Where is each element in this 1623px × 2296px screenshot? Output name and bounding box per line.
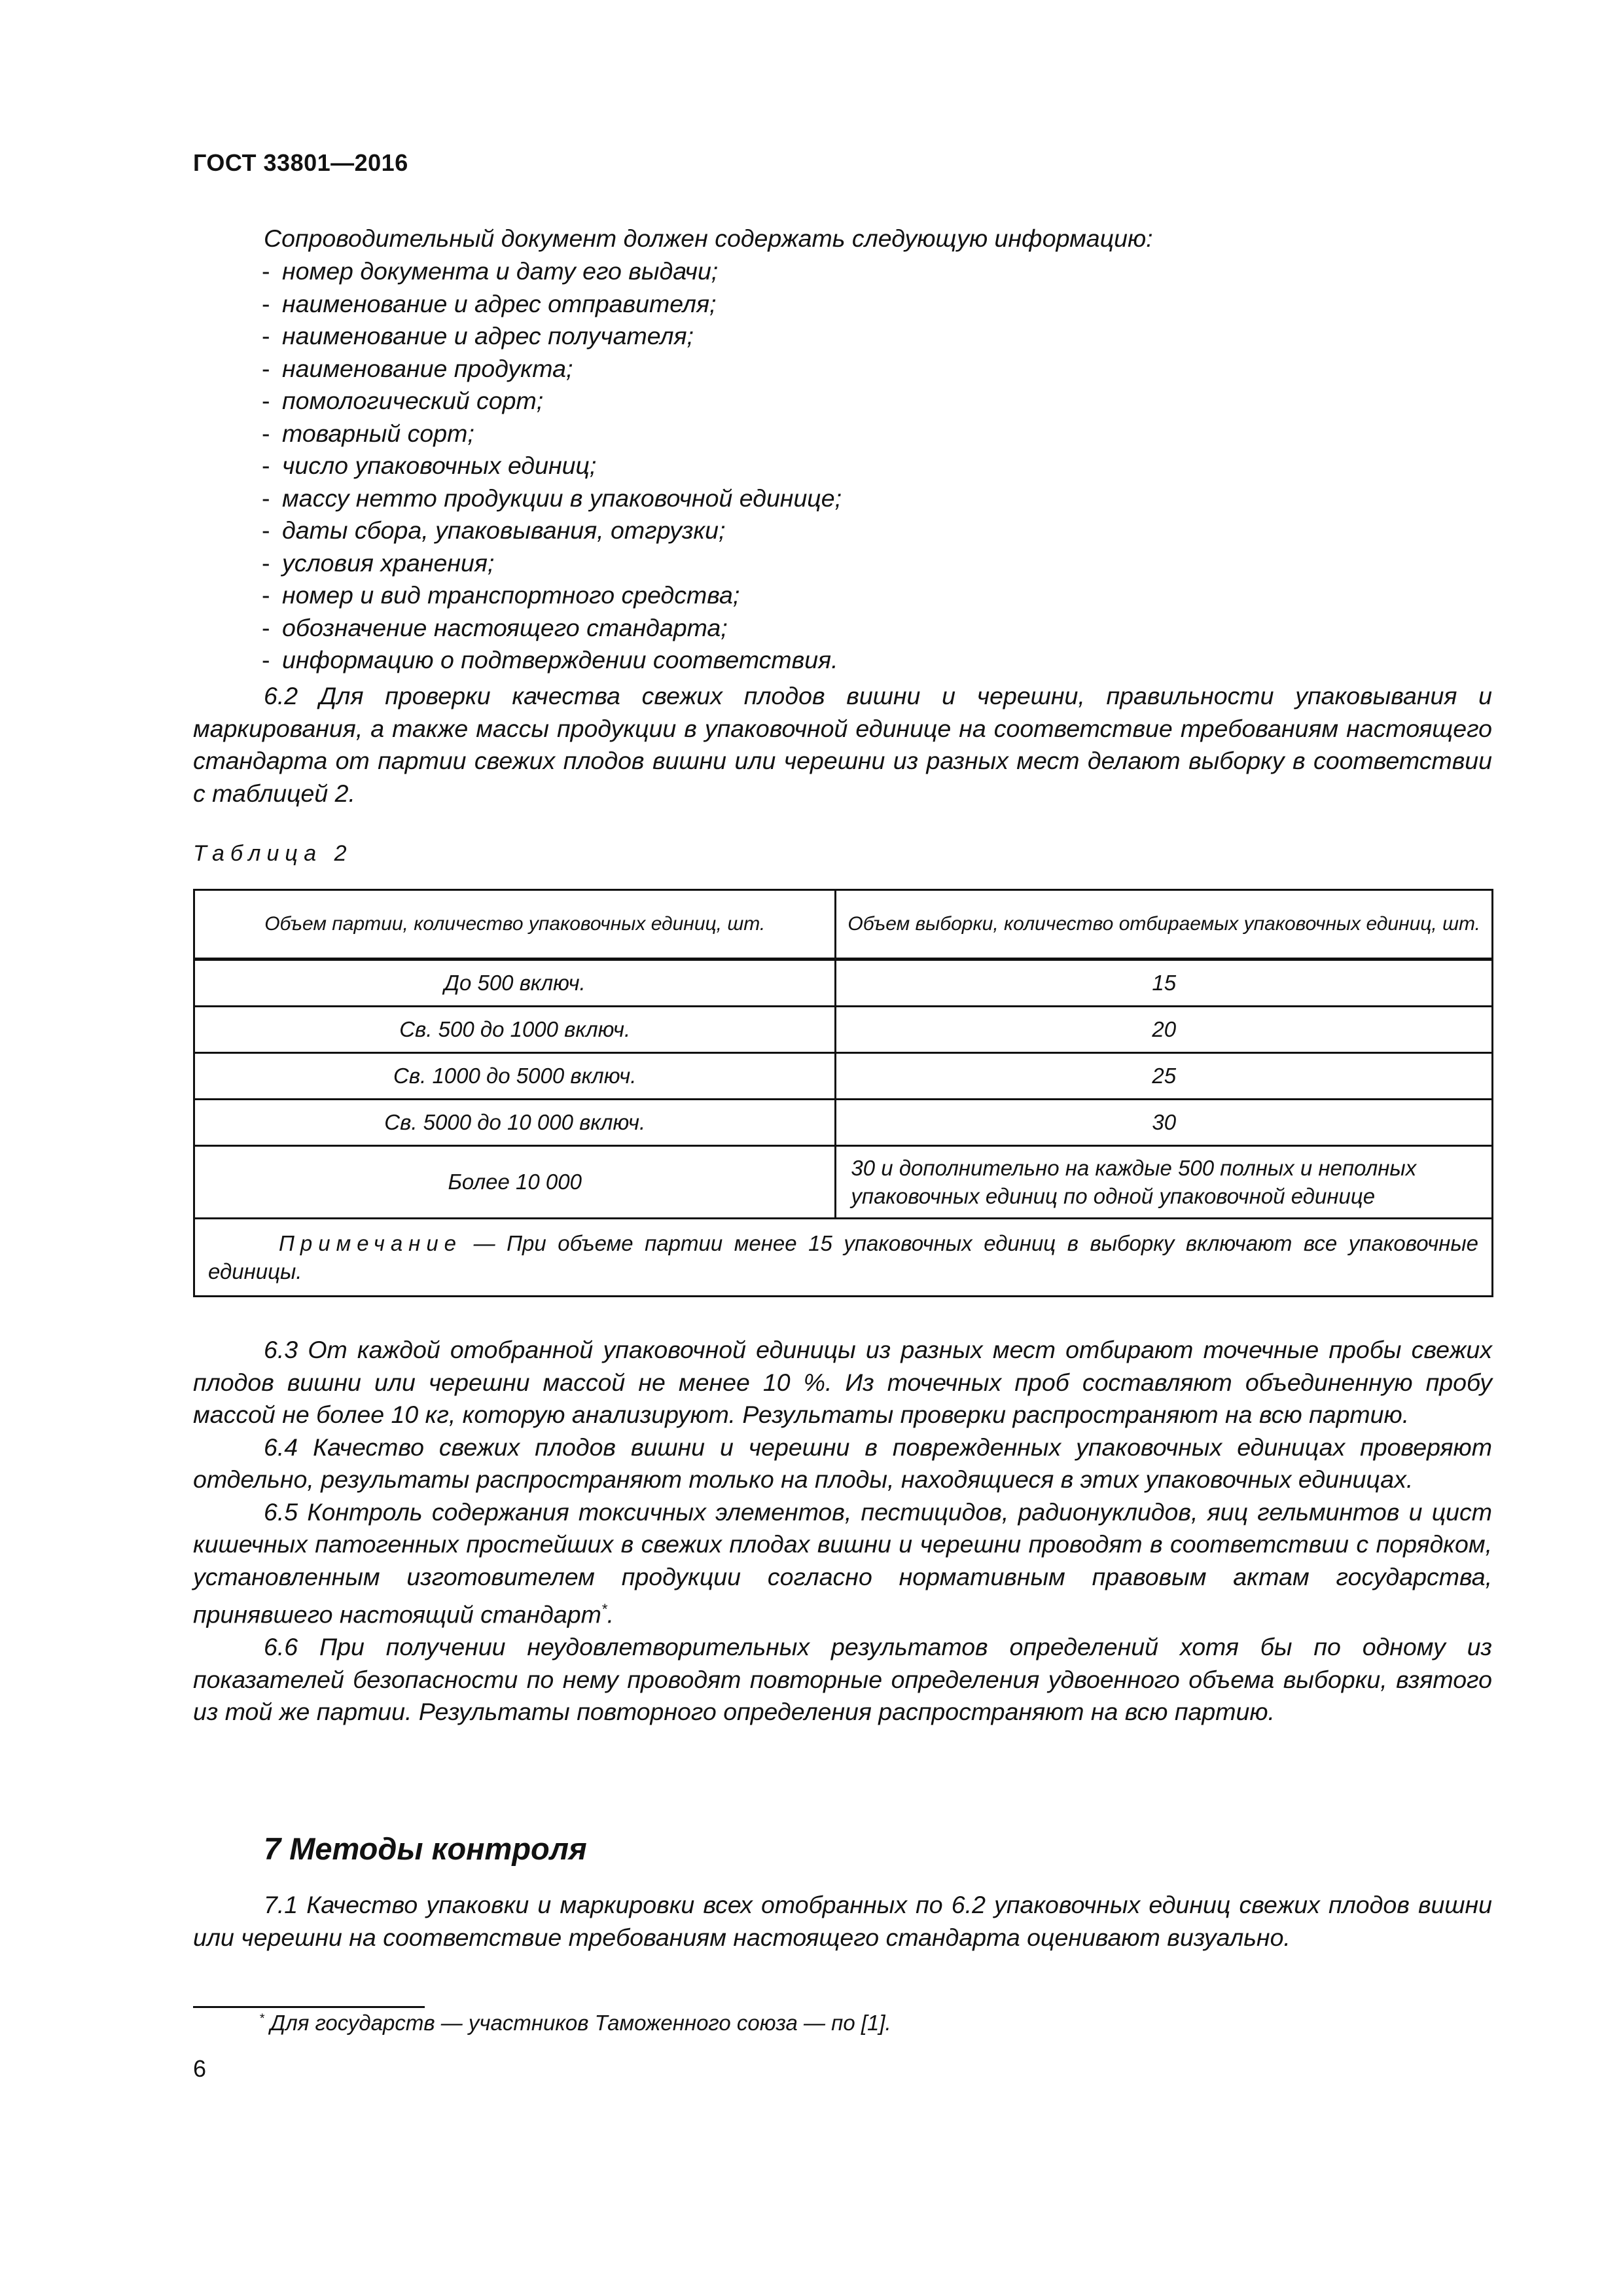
table-row <box>194 1146 1493 1219</box>
page-number: 6 <box>193 2055 207 2082</box>
table-row <box>194 1007 1493 1053</box>
footnote-mark: * <box>259 2011 264 2026</box>
table-row <box>194 960 1493 1007</box>
list-item: - обозначение настоящего стандарта; <box>262 612 842 645</box>
note-text: — При объеме партии менее 15 упаковочных единиц в выборку включают все упаковочные единицы. <box>208 1231 1479 1283</box>
list-item: - наименование продукта; <box>262 353 842 386</box>
table-row <box>194 1100 1493 1146</box>
lot-size-cell: Более 10 000 <box>194 1146 836 1219</box>
list-item: - товарный сорт; <box>262 418 842 450</box>
list-item: - условия хранения; <box>262 547 842 580</box>
paragraph-6-4: 6.4 Качество свежих плодов вишни и черешни в поврежденных упаковочных единицах проверяют отдельно, результаты распространяют только на плоды, находящиеся в этих упаковочных единицах. <box>193 1433 1492 1493</box>
paragraph-7-1-block <box>193 1889 1492 1954</box>
table-note <box>194 1219 1493 1297</box>
footnote-divider <box>193 2006 425 2008</box>
footnote-text: Для государств — участников Таможенного союза — по [1]. <box>270 2011 891 2035</box>
paragraph-7-1: 7.1 Качество упаковки и маркировки всех отобранных по 6.2 упаковочных единиц свежих плодов вишни или черешни на соответствие требованиям настоящего стандарта оценивают визуально. <box>193 1891 1492 1951</box>
list-item: - номер и вид транспортного средства; <box>262 579 842 612</box>
intro-text: Сопроводительный документ должен содержать следующую информацию: <box>264 224 1153 252</box>
paragraph-6-6: 6.6 При получении неудовлетворительных результатов определений хотя бы по одному из показателей безопасности по нему проводят повторные определения удвоенного объема выборки, взятого из той же партии. Результаты повторного определения распространяют на всю партию. <box>193 1633 1492 1725</box>
header-sample-size: Объем выборки, количество отбираемых упаковочных единиц, шт. <box>836 890 1493 960</box>
table-caption: Таблица 2 <box>193 841 353 866</box>
header-lot-size: Объем партии, количество упаковочных единиц, шт. <box>194 890 836 960</box>
requirements-list <box>262 255 842 677</box>
paragraph-6-5 <box>193 1496 1492 1632</box>
list-item: - даты сбора, упаковывания, отгрузки; <box>262 514 842 547</box>
list-item: - номер документа и дату его выдачи; <box>262 255 842 288</box>
note-label: Примечание <box>279 1231 463 1255</box>
list-item: - информацию о подтверждении соответствия. <box>262 644 842 677</box>
list-item: - наименование и адрес получателя; <box>262 320 842 353</box>
list-item: - число упаковочных единиц; <box>262 450 842 482</box>
table-row <box>194 1053 1493 1100</box>
paragraph-6-2: 6.2 Для проверки качества свежих плодов вишни и черешни, правильности упаковывания и маркирования, а также массы продукции в упаковочной единице на соответствие требованиям настоящего стандарта от партии свежих плодов вишни или черешни из разных мест делают выборку в соответствии с таблицей 2. <box>193 682 1492 807</box>
list-item: - массу нетто продукции в упаковочной единице; <box>262 482 842 515</box>
lot-size-cell: Св. 500 до 1000 включ. <box>194 1007 836 1053</box>
footnote-marker: * <box>601 1601 607 1617</box>
lot-size-cell: Св. 1000 до 5000 включ. <box>194 1053 836 1100</box>
lot-size-cell: До 500 включ. <box>194 960 836 1007</box>
sample-size-cell: 15 <box>836 960 1493 1007</box>
sample-size-cell: 20 <box>836 1007 1493 1053</box>
section-7-heading: 7 Методы контроля <box>264 1831 587 1866</box>
paragraph-6-2-block <box>193 680 1492 810</box>
footnote <box>259 2011 891 2036</box>
paragraph-6-5-text: 6.5 Контроль содержания токсичных элементов, пестицидов, радионуклидов, яиц гельминтов и цист кишечных патогенных простейших в свежих плодах вишни и черешни проводят в соответствии с порядком, установленным изготовителем продукции согласно нормативным правовым актам государства, принявшего настоящий стандарт <box>193 1498 1492 1628</box>
paragraphs-6-3-to-6-6 <box>193 1334 1492 1729</box>
table-header-row <box>194 890 1493 960</box>
list-item: - помологический сорт; <box>262 385 842 418</box>
sample-size-cell: 30 и дополнительно на каждые 500 полных и неполных упаковочных единиц по одной упаковочной единице <box>836 1146 1493 1219</box>
sample-size-cell: 25 <box>836 1053 1493 1100</box>
sample-size-table <box>193 889 1493 1297</box>
lot-size-cell: Св. 5000 до 10 000 включ. <box>194 1100 836 1146</box>
list-item: - наименование и адрес отправителя; <box>262 288 842 321</box>
paragraph-6-3: 6.3 От каждой отобранной упаковочной единицы из разных мест отбирают точечные пробы свежих плодов вишни или черешни массой не менее 10 %. Из точечных проб составляют объединенную пробу массой не более 10 кг, которую анализируют. Результаты проверки распространяют на всю партию. <box>193 1336 1492 1428</box>
standard-header: ГОСТ 33801—2016 <box>193 149 408 176</box>
table-note-row <box>194 1219 1493 1297</box>
paragraph-6-5-end: . <box>607 1600 615 1628</box>
sample-size-cell: 30 <box>836 1100 1493 1146</box>
